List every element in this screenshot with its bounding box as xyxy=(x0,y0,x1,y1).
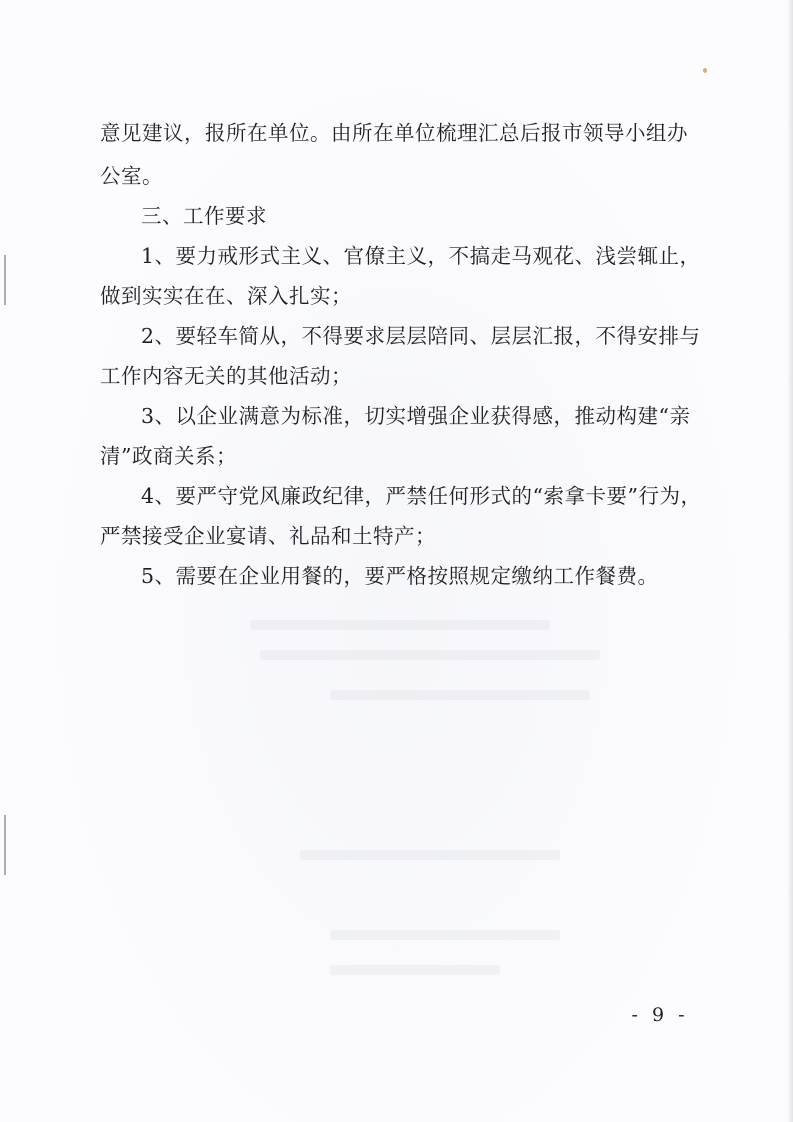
paragraph-line: 5、需要在企业用餐的，要严格按照规定缴纳工作餐费。 xyxy=(141,564,659,588)
paragraph-line: 公室。 xyxy=(100,164,163,188)
paragraph-line: 做到实实在在、深入扎实； xyxy=(100,284,352,308)
scan-edge-mark xyxy=(4,255,6,305)
show-through-ghost xyxy=(330,965,500,975)
paragraph-line: 4、要严守党风廉政纪律，严禁任何形式的“索拿卡要”行为， xyxy=(141,484,702,508)
show-through-ghost xyxy=(330,690,590,700)
section-heading: 三、工作要求 xyxy=(141,204,267,228)
paragraph-line: 2、要轻车简从，不得要求层层陪同、层层汇报，不得安排与 xyxy=(141,324,701,348)
show-through-ghost xyxy=(260,650,600,660)
show-through-ghost xyxy=(300,850,560,860)
paragraph-line: 1、要力戒形式主义、官僚主义，不搞走马观花、浅尝辄止， xyxy=(141,244,701,268)
paragraph-line: 清”政商关系； xyxy=(100,444,237,468)
show-through-ghost xyxy=(330,930,560,940)
page-number: - 9 - xyxy=(631,1004,689,1026)
paragraph-line: 严禁接受企业宴请、礼品和土特产； xyxy=(100,524,436,548)
show-through-ghost xyxy=(250,620,550,630)
scan-edge-mark xyxy=(4,815,6,875)
paragraph-line: 意见建议，报所在单位。由所在单位梳理汇总后报市领导小组办 xyxy=(100,121,688,145)
scan-edge-shadow xyxy=(787,0,793,1122)
scan-speck xyxy=(703,68,707,73)
paragraph-line: 3、以企业满意为标准，切实增强企业获得感，推动构建“亲 xyxy=(141,404,691,428)
paragraph-line: 工作内容无关的其他活动； xyxy=(100,364,352,388)
